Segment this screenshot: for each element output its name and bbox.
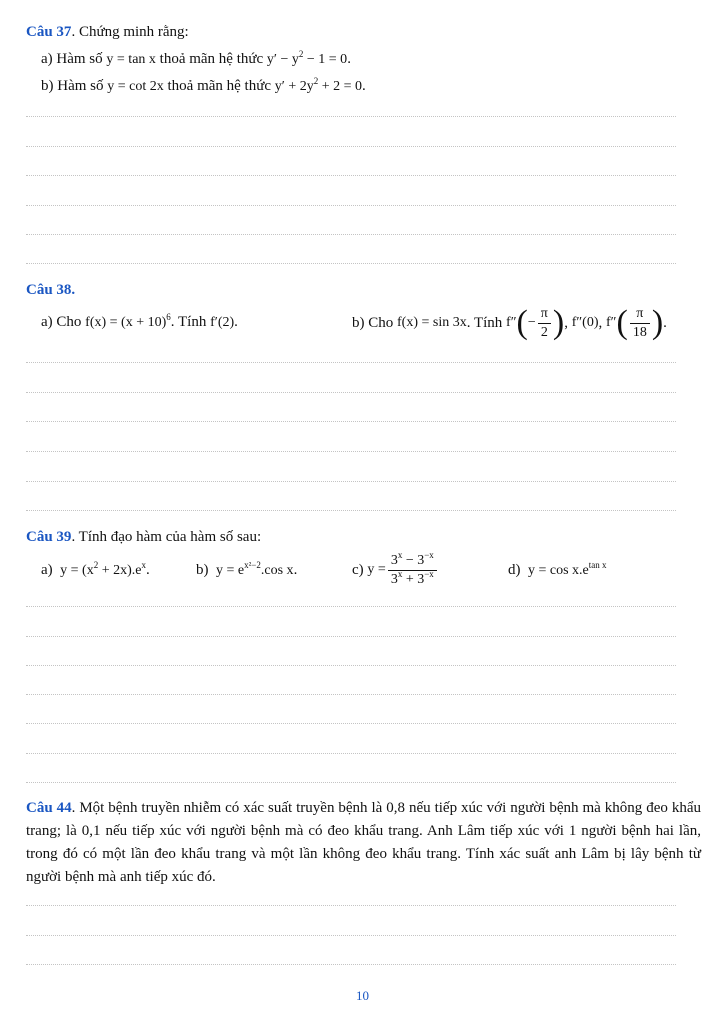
part-a-prefix: a) Hàm số: [41, 51, 103, 67]
question-39-part-a: a) $y = (x^2 + 2x).e^x$.: [41, 560, 150, 578]
answer-line: [26, 723, 676, 724]
answer-line: [26, 665, 676, 666]
question-38-label: Câu 38.: [26, 282, 76, 298]
question-37-label: Câu 37: [26, 24, 72, 40]
part-a-function: y = tan x: [106, 52, 156, 67]
part-b-relation: $y' + 2y^2 + 2 = 0$: [274, 76, 363, 94]
question-37-text: . Chứng minh rằng:: [71, 24, 189, 40]
part-b-middle: thoả mãn hệ thức: [167, 78, 272, 94]
part-b-function: f(x) = sin 3x: [397, 315, 467, 330]
answer-line: [26, 510, 676, 511]
answer-line: [26, 905, 676, 906]
answer-line: [26, 234, 676, 235]
question-39-text: . Tính đạo hàm của hàm số sau:: [71, 529, 262, 545]
second-derivative-1: f″: [506, 315, 517, 330]
question-38-title: [26, 282, 75, 299]
part-a-relation: $y' - y^2 - 1 = 0$: [266, 49, 348, 67]
question-44-label: Câu 44: [26, 800, 72, 816]
answer-line: [26, 451, 676, 452]
fraction-pi-over-2: $\frac{\pi}{2}$: [538, 305, 551, 342]
answer-line: [26, 606, 676, 607]
answer-line: [26, 421, 676, 422]
part-a-middle: thoả mãn hệ thức: [159, 51, 264, 67]
question-38-part-b: b) Cho f(x) = sin 3x . Tính f″ ( − $\frac{\pi}{2}$ ) , f″(0) , f″ ( $\frac{\pi}{18}$ ) .: [352, 304, 667, 341]
question-37-title: [26, 24, 189, 41]
answer-line: [26, 362, 676, 363]
answer-line: [26, 782, 676, 783]
part-b-ask: . Tính: [466, 314, 503, 331]
answer-line: [26, 392, 676, 393]
answer-line: [26, 964, 676, 965]
question-37-part-b: b) Hàm số y = cot 2x thoả mãn hệ thức $y' + 2y^2 + 2 = 0$.: [41, 76, 366, 94]
fraction-c: $\frac{3^x - 3^{-x}}{3^x + 3^{-x}}$: [388, 552, 437, 589]
question-44-text: . Một bệnh truyền nhiễm có xác suất truyền bệnh là 0,8 nếu tiếp xúc với người bệnh mà không đeo khẩu trang; là 0,1 nếu tiếp xúc với người bệnh mà có đeo khẩu trang. Anh Lâm tiếp xúc với 1 người bệnh hai lần, trong đó có một lần đeo khẩu trang và một lần không đeo khẩu trang. Tính xác suất anh Lâm bị lây bệnh từ người bệnh mà anh tiếp xúc đó.: [26, 800, 701, 885]
question-39-title: [26, 529, 261, 546]
second-derivative-2: f″(0): [571, 315, 599, 330]
answer-line: [26, 175, 676, 176]
fraction-pi-over-18: $\frac{\pi}{18}$: [630, 305, 650, 342]
part-a-prefix: a) Cho: [41, 314, 82, 330]
question-39-label: Câu 39: [26, 529, 72, 545]
question-44-body: [26, 797, 701, 889]
answer-line: [26, 636, 676, 637]
question-37-part-a: a) Hàm số y = tan x thoả mãn hệ thức $y' - y^2 - 1 = 0$.: [41, 49, 351, 67]
answer-line: [26, 116, 676, 117]
answer-line: [26, 263, 676, 264]
question-38-part-a: a) Cho $f(x) = (x + 10)^6$. Tính f′(2).: [41, 312, 238, 330]
answer-line: [26, 753, 676, 754]
part-a-ask: . Tính: [170, 314, 207, 330]
answer-line: [26, 694, 676, 695]
answer-line: [26, 146, 676, 147]
answer-line: [26, 935, 676, 936]
second-derivative-3: f″: [606, 315, 617, 330]
part-a-function: $f(x) = (x + 10)^6$: [85, 312, 171, 330]
question-39-part-d: d) $y = \cos x.e^{tan x}$: [508, 560, 607, 578]
part-b-function: y = cot 2x: [107, 79, 164, 94]
question-39-part-c: c) y = $\frac{3^x - 3^{-x}}{3^x + 3^{-x}}$: [352, 550, 439, 590]
part-a-target: f′(2): [210, 315, 235, 330]
part-b-prefix: b) Hàm số: [41, 78, 104, 94]
answer-line: [26, 481, 676, 482]
answer-line: [26, 205, 676, 206]
page-number: 10: [356, 988, 369, 1003]
part-b-prefix: b) Cho: [352, 314, 394, 331]
question-39-part-b: b) $y = e^{x^2-2}.\cos$ x.: [196, 560, 298, 578]
